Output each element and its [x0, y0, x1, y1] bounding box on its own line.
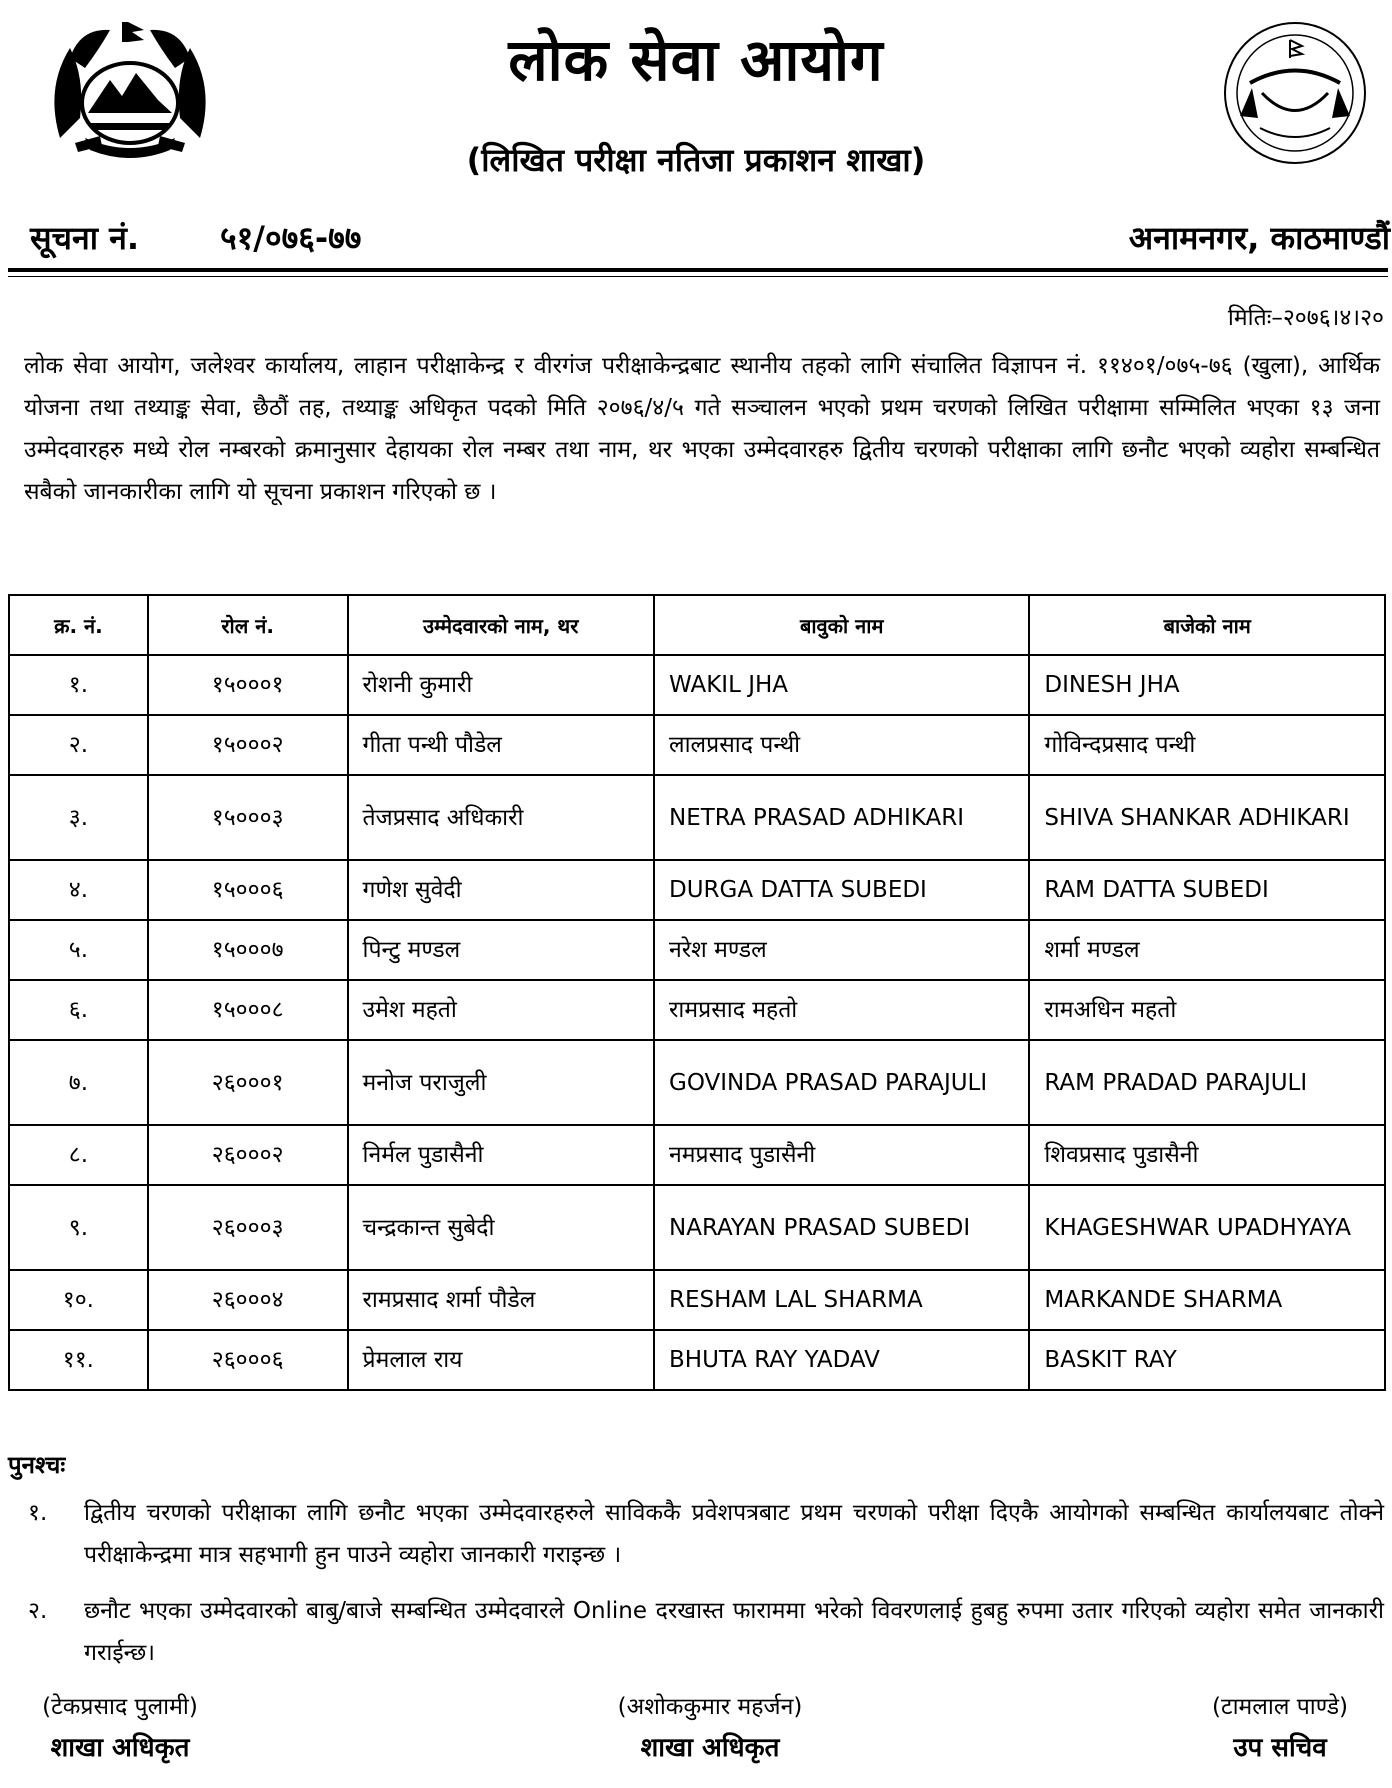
- table-row: [9, 1270, 1385, 1330]
- cell-roll: १५०००३: [148, 775, 348, 860]
- org-title: लोक सेवा आयोग: [508, 26, 884, 94]
- signatory-3: [1180, 1688, 1380, 1770]
- cell-roll: १५०००२: [148, 715, 348, 775]
- cell-name: गणेश सुवेदी: [348, 860, 654, 920]
- cell-sn: १०.: [9, 1270, 148, 1330]
- cell-grandfather: BASKIT RAY: [1029, 1330, 1385, 1390]
- cell-sn: ९.: [9, 1185, 148, 1270]
- cell-father: DURGA DATTA SUBEDI: [654, 860, 1029, 920]
- cell-sn: २.: [9, 715, 148, 775]
- cell-grandfather: RAM PRADAD PARAJULI: [1029, 1040, 1385, 1125]
- cell-name: प्रेमलाल राय: [348, 1330, 654, 1390]
- cell-father: NARAYAN PRASAD SUBEDI: [654, 1185, 1029, 1270]
- cell-roll: २६०००४: [148, 1270, 348, 1330]
- postscript-item-text: द्वितीय चरणको परीक्षाका लागि छनौट भएका उम्मेदवारहरुले साविककै प्रवेशपत्रबाट प्रथम चरणको परीक्षा दिएकै आयोगको सम्बन्धित कार्यालयबाट तोक्ने परीक्षाकेन्द्रमा मात्र सहभागी हुन पाउने व्यहोरा जानकारी गराइन्छ ।: [84, 1500, 1385, 1568]
- cell-sn: ७.: [9, 1040, 148, 1125]
- notice-body: लोक सेवा आयोग, जलेश्वर कार्यालय, लाहान परीक्षाकेन्द्र र वीरगंज परीक्षाकेन्द्रबाट स्थानीय तहको लागि संचालित विज्ञापन नं. ११४०१/०७५-७६ (खुला), आर्थिक योजना तथा तथ्याङ्क सेवा, छैठौं तह, तथ्याङ्क अधिकृत पदको मिति २०७६/४/५ गते सञ्चालन भएको प्रथम चरणको लिखित परीक्षामा सम्मिलित भएका १३ जना उम्मेदवारहरु मध्ये रोल नम्बरको क्रमानुसार देहायका रोल नम्बर तथा नाम, थर भएका उम्मेदवारहरु द्वितीय चरणको परीक्षाका लागि छनौट भएको व्यहोरा सम्बन्धित सबैको जानकारीका लागि यो सूचना प्रकाशन गरिएको छ ।: [24, 353, 1380, 505]
- table-row: [9, 1185, 1385, 1270]
- cell-father: NETRA PRASAD ADHIKARI: [654, 775, 1029, 860]
- header-divider-thin: [8, 276, 1388, 277]
- cell-sn: ८.: [9, 1125, 148, 1185]
- cell-grandfather: RAM DATTA SUBEDI: [1029, 860, 1385, 920]
- signatory-1: [10, 1688, 230, 1770]
- cell-roll: १५०००१: [148, 655, 348, 715]
- signatory-name: (टामलाल पाण्डे): [1212, 1694, 1348, 1720]
- cell-grandfather: MARKANDE SHARMA: [1029, 1270, 1385, 1330]
- postscript-item-number: १.: [28, 1500, 48, 1526]
- cell-sn: ११.: [9, 1330, 148, 1390]
- cell-sn: ४.: [9, 860, 148, 920]
- cell-name: रामप्रसाद शर्मा पौडेल: [348, 1270, 654, 1330]
- header-father-name: बावुको नाम: [654, 595, 1029, 655]
- signatory-2: [580, 1688, 840, 1770]
- cell-roll: १५०००८: [148, 980, 348, 1040]
- cell-name: चन्द्रकान्त सुबेदी: [348, 1185, 654, 1270]
- notice-place: अनामनगर, काठमाण्डौं: [1128, 219, 1390, 257]
- cell-sn: ५.: [9, 920, 148, 980]
- cell-roll: २६०००६: [148, 1330, 348, 1390]
- cell-name: उमेश महतो: [348, 980, 654, 1040]
- postscript-item: [28, 1590, 1384, 1674]
- signatory-post: शाखा अधिकृत: [640, 1733, 780, 1763]
- signatory-post: शाखा अधिकृत: [50, 1733, 190, 1763]
- cell-father: नरेश मण्डल: [654, 920, 1029, 980]
- postscript-item: [28, 1492, 1384, 1576]
- postscript-title: पुनश्चः: [8, 1451, 66, 1479]
- cell-father: RESHAM LAL SHARMA: [654, 1270, 1029, 1330]
- cell-sn: ६.: [9, 980, 148, 1040]
- table-row: [9, 1040, 1385, 1125]
- header-sn: क्र. नं.: [9, 595, 148, 655]
- cell-sn: १.: [9, 655, 148, 715]
- cell-name: तेजप्रसाद अधिकारी: [348, 775, 654, 860]
- cell-name: मनोज पराजुली: [348, 1040, 654, 1125]
- signatory-post: उप सचिव: [1233, 1733, 1327, 1763]
- notice-row: [30, 216, 1390, 266]
- header-grandfather-name: बाजेको नाम: [1029, 595, 1385, 655]
- cell-grandfather: DINESH JHA: [1029, 655, 1385, 715]
- cell-roll: २६०००२: [148, 1125, 348, 1185]
- cell-roll: १५०००६: [148, 860, 348, 920]
- table-row: [9, 920, 1385, 980]
- cell-grandfather: SHIVA SHANKAR ADHIKARI: [1029, 775, 1385, 860]
- cell-grandfather: शिवप्रसाद पुडासैनी: [1029, 1125, 1385, 1185]
- table-header-row: [9, 595, 1385, 655]
- header-candidate-name: उम्मेदवारको नाम, थर: [348, 595, 654, 655]
- table-row: [9, 980, 1385, 1040]
- table-row: [9, 1330, 1385, 1390]
- cell-father: लालप्रसाद पन्थी: [654, 715, 1029, 775]
- cell-father: BHUTA RAY YADAV: [654, 1330, 1029, 1390]
- header-divider: [8, 268, 1388, 272]
- cell-sn: ३.: [9, 775, 148, 860]
- signatory-name: (अशोककुमार महर्जन): [617, 1694, 803, 1720]
- cell-father: नमप्रसाद पुडासैनी: [654, 1125, 1029, 1185]
- table-row: [9, 655, 1385, 715]
- cell-name: गीता पन्थी पौडेल: [348, 715, 654, 775]
- table-row: [9, 1125, 1385, 1185]
- cell-grandfather: रामअधिन महतो: [1029, 980, 1385, 1040]
- branch-title: (लिखित परीक्षा नतिजा प्रकाशन शाखा): [466, 141, 926, 179]
- table-row: [9, 715, 1385, 775]
- cell-roll: २६०००१: [148, 1040, 348, 1125]
- cell-roll: १५०००७: [148, 920, 348, 980]
- cell-grandfather: शर्मा मण्डल: [1029, 920, 1385, 980]
- results-table: [8, 594, 1386, 1391]
- postscript-item-text: छनौट भएका उम्मेदवारको बाबु/बाजे सम्बन्धित उम्मेदवारले Online दरखास्त फाराममा भरेको विवरणलाई हुबहु रुपमा उतार गरिएको व्यहोरा समेत जानकारी गराईन्छ।: [84, 1598, 1384, 1666]
- postscript-item-number: २.: [28, 1598, 48, 1624]
- cell-father: GOVINDA PRASAD PARAJULI: [654, 1040, 1029, 1125]
- notice-number: ५१/०७६-७७: [220, 219, 362, 257]
- cell-grandfather: गोविन्दप्रसाद पन्थी: [1029, 715, 1385, 775]
- notice-label: सूचना नं.: [30, 219, 140, 257]
- cell-name: रोशनी कुमारी: [348, 655, 654, 715]
- cell-father: रामप्रसाद महतो: [654, 980, 1029, 1040]
- table-row: [9, 860, 1385, 920]
- cell-name: पिन्टु मण्डल: [348, 920, 654, 980]
- cell-name: निर्मल पुडासैनी: [348, 1125, 654, 1185]
- table-row: [9, 775, 1385, 860]
- cell-roll: २६०००३: [148, 1185, 348, 1270]
- notice-date: मितिः–२०७६।४।२०: [1227, 305, 1384, 331]
- header-roll: रोल नं.: [148, 595, 348, 655]
- signatory-name: (टेकप्रसाद पुलामी): [42, 1694, 198, 1720]
- cell-father: WAKIL JHA: [654, 655, 1029, 715]
- cell-grandfather: KHAGESHWAR UPADHYAYA: [1029, 1185, 1385, 1270]
